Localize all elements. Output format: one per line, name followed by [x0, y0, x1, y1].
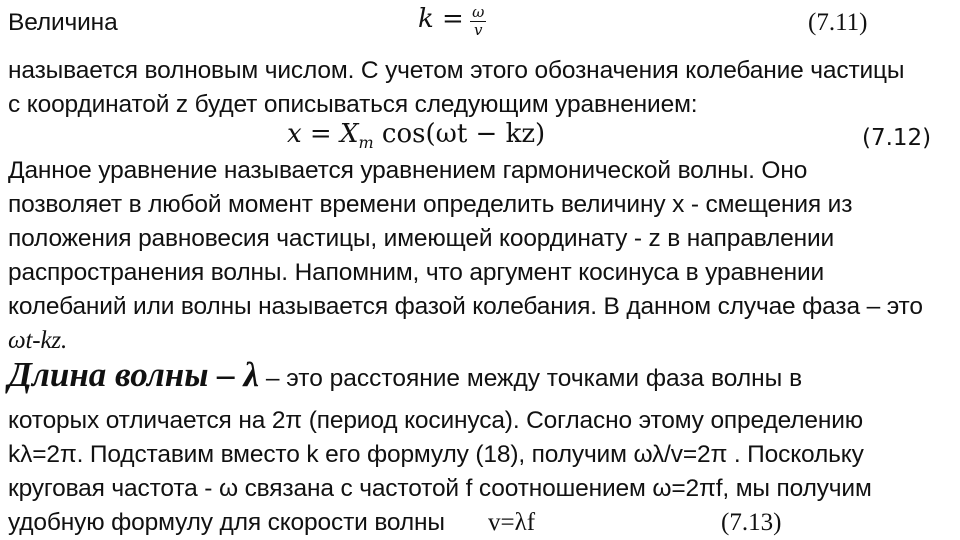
p3-line-4: круговая частота - ω связана с частотой f соотношением ω=2πf, мы получим	[8, 475, 872, 502]
eq712-number: (7.12)	[862, 125, 932, 151]
eq711-number: (7.11)	[808, 9, 868, 36]
p2-line-2: позволяет в любой момент времени определить величину x - смещения из	[8, 191, 853, 218]
p2-line-1: Данное уравнение называется уравнением гармонической волны. Оно	[8, 157, 808, 184]
eq712-rest: cos(ωt − kz)	[373, 119, 546, 149]
eq713-number: (7.13)	[721, 509, 782, 536]
p2-line-4: распространения волны. Напомним, что аргумент косинуса в уравнении	[8, 259, 825, 286]
p3-line-5-text: удобную формулу для скорости волны	[8, 509, 445, 536]
p3-line-1-rest: – это расстояние между точками фаза волны в	[259, 365, 803, 392]
eq713-formula: v=λf	[488, 509, 536, 536]
eq711-fraction	[470, 4, 486, 39]
eq711-lead-word: Величина	[8, 9, 118, 36]
p3-line-1	[8, 355, 803, 397]
p2-line-5: колебаний или волны называется фазой колебания. В данном случае фаза – это	[8, 293, 923, 320]
eq711-denominator: v	[473, 20, 483, 39]
p3-line-2: которых отличается на 2π (период косинуса). Согласно этому определению	[8, 407, 864, 434]
p1-line-2: с координатой z будет описываться следующим уравнением:	[8, 91, 698, 118]
eq711-lhs: k =	[418, 4, 464, 34]
p2-line-6: ωt-kz.	[8, 327, 68, 354]
p2-line-3: положения равновесия частицы, имеющей координату - z в направлении	[8, 225, 835, 252]
p1-line-1: называется волновым числом. С учетом этого обозначения колебание частицы	[8, 57, 905, 84]
p3-line-3: kλ=2π. Подставим вместо k его формулу (18), получим ωλ/v=2π . Поскольку	[8, 441, 864, 468]
eq711-numerator: ω	[472, 2, 485, 21]
eq711-formula	[418, 2, 486, 39]
wavelength-term: Длина волны – λ	[8, 355, 260, 394]
eq712-subscript: m	[358, 133, 374, 153]
eq712-lhs: x = X	[287, 119, 359, 149]
